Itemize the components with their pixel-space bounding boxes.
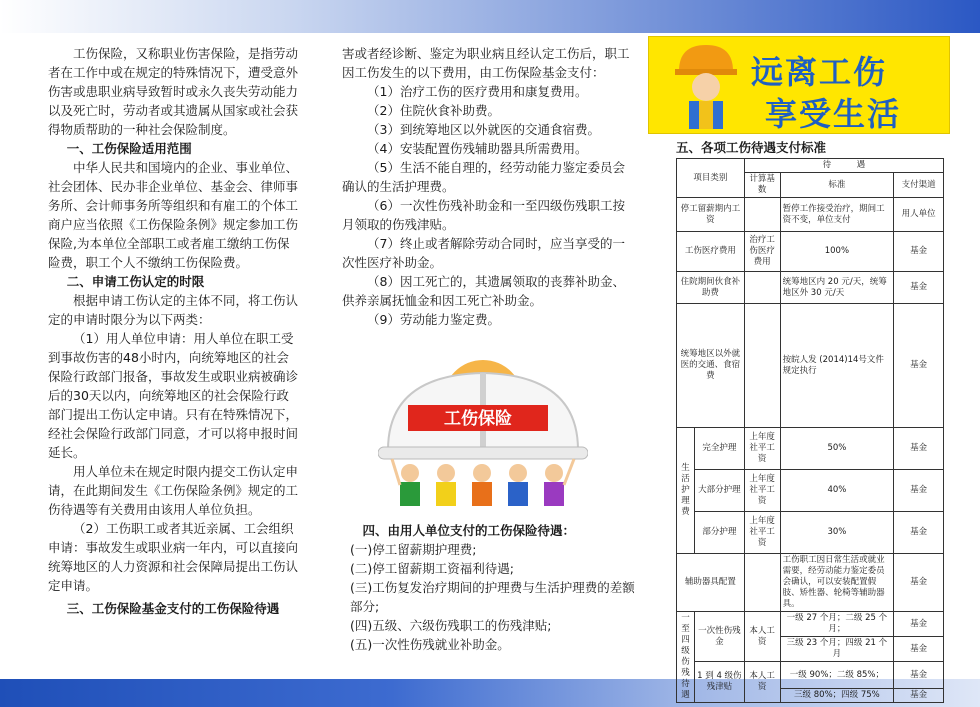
table-row bbox=[677, 554, 944, 612]
row-base bbox=[744, 304, 780, 428]
table-row bbox=[677, 612, 944, 637]
row-label: 部分护理 bbox=[694, 512, 744, 554]
table-title: 五、各项工伤待遇支付标准 bbox=[676, 140, 827, 155]
table-row bbox=[677, 232, 944, 272]
row-label: 停工留薪期内工资 bbox=[677, 198, 745, 232]
fund-item: （5）生活不能自理的，经劳动能力鉴定委员会确认的生活护理费。 bbox=[342, 160, 625, 194]
row-payer: 基金 bbox=[894, 662, 944, 689]
row-base bbox=[744, 554, 780, 612]
row-label: 统筹地区以外就医的交通、食宿费 bbox=[677, 304, 745, 428]
table-row bbox=[677, 662, 944, 689]
row-payer: 基金 bbox=[894, 470, 944, 512]
worker-icon bbox=[671, 41, 741, 131]
table-row bbox=[677, 428, 944, 470]
row-base: 上年度社平工资 bbox=[744, 512, 780, 554]
employer-item: (一)停工留薪期护理费; bbox=[350, 542, 477, 557]
disability-group-label: 一至四级伤残待遇 bbox=[677, 612, 695, 703]
employer-paid-section bbox=[350, 521, 640, 654]
row-payer: 基金 bbox=[894, 232, 944, 272]
row-standard: 三级 23 个月；四级 21 个月 bbox=[780, 637, 894, 662]
table-header-row bbox=[677, 159, 944, 173]
row-base: 上年度社平工资 bbox=[744, 470, 780, 512]
fund-item: （3）到统筹地区以外就医的交通食宿费。 bbox=[367, 122, 600, 137]
row-payer: 用人单位 bbox=[894, 198, 944, 232]
header-standard: 标准 bbox=[780, 173, 894, 198]
table-row bbox=[677, 512, 944, 554]
slogan-line-1: 远离工伤 bbox=[751, 53, 888, 91]
row-standard: 50% bbox=[780, 428, 894, 470]
fund-lead-paragraph: 害或者经诊断、鉴定为职业病且经认定工伤后，职工因工伤发生的以下费用，由工伤保险基金支付： bbox=[342, 46, 630, 80]
row-standard: 100% bbox=[780, 232, 894, 272]
section-heading-1: 一、工伤保险适用范围 bbox=[66, 141, 192, 156]
fund-item: （8）因工死亡的，其遗属领取的丧葬补助金、供养亲属抚恤金和因工死亡补助金。 bbox=[342, 274, 625, 308]
header-payer: 支付渠道 bbox=[894, 173, 944, 198]
row-payer: 基金 bbox=[894, 304, 944, 428]
worker-apply-paragraph: （2）工伤职工或者其近亲属、工会组织申请：事故发生或职业病一年内，可以直接向统筹地区的人力资源和社会保障局提出工伤认定申请。 bbox=[48, 521, 299, 593]
care-group-label: 生活护理费 bbox=[677, 428, 695, 554]
fund-item: （7）终止或者解除劳动合同时，应当享受的一次性医疗补助金。 bbox=[342, 236, 625, 270]
row-standard: 一级 90%；二级 85%； bbox=[780, 662, 894, 689]
row-standard: 按皖人发 (2014)14号文件规定执行 bbox=[780, 304, 894, 428]
row-base bbox=[744, 198, 780, 232]
helmet-banner-text: 工伤保险 bbox=[444, 409, 512, 429]
row-payer: 基金 bbox=[894, 512, 944, 554]
row-label: 1 到 4 级伤残津贴 bbox=[694, 662, 744, 703]
scope-paragraph: 中华人民共和国境内的企业、事业单位、社会团体、民办非企业单位、基金会、律师事务所、会计师事务所等组织和有雇工的个体工商户应当依照《工伤保险条例》规定参加工伤保险,为本单位全部职工或者雇工缴纳工伤保险费，职工个人不缴纳工伤保险费。 bbox=[48, 160, 299, 270]
header-benefit: 待 遇 bbox=[744, 159, 943, 173]
section-heading-3: 三、工伤保险基金支付的工伤保险待遇 bbox=[66, 601, 280, 616]
row-base: 本人工资 bbox=[744, 612, 780, 662]
row-standard: 暂停工作接受治疗，期间工资不变，单位支付 bbox=[780, 198, 894, 232]
header-base: 计算基数 bbox=[744, 173, 780, 198]
people-group bbox=[392, 459, 574, 506]
row-label: 住院期间伙食补助费 bbox=[677, 272, 745, 304]
row-base: 上年度社平工资 bbox=[744, 428, 780, 470]
fund-item: （6）一次性伤残补助金和一至四级伤残职工按月领取的伤残津贴。 bbox=[342, 198, 625, 232]
table-row bbox=[677, 198, 944, 232]
row-payer: 基金 bbox=[894, 689, 944, 703]
row-label: 大部分护理 bbox=[694, 470, 744, 512]
employer-item: (四)五级、六级伤残职工的伤残津贴; bbox=[350, 618, 552, 633]
row-standard: 统筹地区内 20 元/天，统筹地区外 30 元/天 bbox=[780, 272, 894, 304]
row-payer: 基金 bbox=[894, 637, 944, 662]
row-standard: 一级 27 个月；二级 25 个月； bbox=[780, 612, 894, 637]
fund-item: （2）住院伙食补助费。 bbox=[367, 103, 500, 118]
fund-item: （4）安装配置伤残辅助器具所需费用。 bbox=[367, 141, 588, 156]
row-label: 一次性伤残金 bbox=[694, 612, 744, 662]
row-standard: 30% bbox=[780, 512, 894, 554]
slogan-banner bbox=[648, 36, 950, 134]
row-standard: 40% bbox=[780, 470, 894, 512]
table-row bbox=[677, 470, 944, 512]
column-middle bbox=[342, 44, 632, 329]
table-row bbox=[677, 272, 944, 304]
table-row bbox=[677, 304, 944, 428]
employer-item: (二)停工留薪期工资福利待遇; bbox=[350, 561, 514, 576]
employer-late-paragraph: 用人单位未在规定时限内提交工伤认定申请，在此期间发生《工伤保险条例》规定的工伤待遇等有关费用由该用人单位负担。 bbox=[48, 464, 299, 517]
section-heading-2: 二、申请工伤认定的时限 bbox=[66, 274, 205, 289]
helmet-illustration bbox=[378, 355, 588, 515]
fund-item: （9）劳动能力鉴定费。 bbox=[367, 312, 500, 327]
intro-paragraph: 工伤保险，又称职业伤害保险，是指劳动者在工作中或在规定的特殊情况下，遭受意外伤害或患职业病导致暂时或永久丧失劳动能力以及死亡时，劳动者或其遗属从国家或社会获得物质帮助的一种社会保险制度。 bbox=[48, 46, 299, 137]
top-decor-band bbox=[0, 0, 980, 33]
row-payer: 基金 bbox=[894, 554, 944, 612]
row-label: 工伤医疗费用 bbox=[677, 232, 745, 272]
row-label: 辅助器具配置 bbox=[677, 554, 745, 612]
employer-apply-paragraph: （1）用人单位申请：用人单位在职工受到事故伤害的48小时内，向统筹地区的社会保险行政部门报备，事故发生或职业病被确诊后的30天以内，向统筹地区的社会保险行政部门提出工伤认定申请。只有在特殊情况下，经社会保险行政部门同意，才可以将申报时间延长。 bbox=[48, 331, 299, 460]
row-payer: 基金 bbox=[894, 272, 944, 304]
slogan-line-2: 享受生活 bbox=[765, 95, 902, 133]
row-payer: 基金 bbox=[894, 428, 944, 470]
fund-item: （1）治疗工伤的医疗费用和康复费用。 bbox=[367, 84, 588, 99]
benefits-table bbox=[676, 158, 944, 703]
employer-item: (三)工伤复发治疗期间的护理费与生活护理费的差额部分; bbox=[350, 580, 635, 614]
row-base bbox=[744, 272, 780, 304]
header-item: 项目类别 bbox=[677, 159, 745, 198]
column-left bbox=[48, 44, 300, 618]
row-base: 治疗工伤医疗费用 bbox=[744, 232, 780, 272]
employer-item: (五)一次性伤残就业补助金。 bbox=[350, 637, 510, 652]
row-base: 本人工资 bbox=[744, 662, 780, 703]
section-heading-4: 四、由用人单位支付的工伤保险待遇： bbox=[362, 523, 576, 538]
row-standard: 三级 80%；四级 75% bbox=[780, 689, 894, 703]
row-payer: 基金 bbox=[894, 612, 944, 637]
row-label: 完全护理 bbox=[694, 428, 744, 470]
row-standard: 工伤职工因日常生活或就业需要，经劳动能力鉴定委员会确认，可以安装配置假肢、矫性器、轮椅等辅助器具。 bbox=[780, 554, 894, 612]
deadline-paragraph: 根据申请工伤认定的主体不同，将工伤认定的申请时限分为以下两类： bbox=[48, 293, 299, 327]
